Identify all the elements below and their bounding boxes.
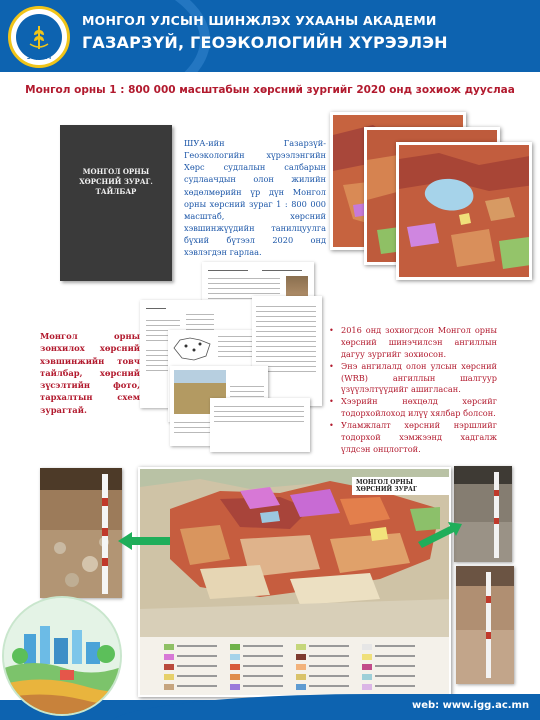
website-url[interactable]: web: www.igg.ac.mn xyxy=(412,700,530,711)
logo-wordmark: ЭРДЭМ xyxy=(26,54,52,61)
legend-item xyxy=(362,663,416,671)
legend-item xyxy=(362,653,416,661)
map-legend xyxy=(140,637,449,695)
book-cover xyxy=(60,125,172,281)
legend-item xyxy=(362,673,416,681)
legend-item xyxy=(296,673,350,681)
feature-bullet-list xyxy=(327,325,497,456)
book-title: МОНГОЛ ОРНЫ ХӨРСНИЙ ЗУРАГ. ТАЙЛБАР xyxy=(79,167,153,196)
soil-profile-photo-right-bottom xyxy=(456,566,514,684)
map-sheet-front xyxy=(396,142,532,280)
legend-item xyxy=(362,643,416,651)
left-description: Монгол орны зонхилох хөрсний хэвшинжийн товч тайлбар, хөрсний зүсэлтийн фото, тархалтын схем зурагтай. xyxy=(40,331,140,415)
legend-item xyxy=(296,683,350,691)
legend-item xyxy=(164,683,218,691)
doc-page-6 xyxy=(210,398,310,452)
academy-logo xyxy=(8,6,70,68)
soil-profile-photo-right-top xyxy=(454,466,512,562)
legend-item xyxy=(230,663,284,671)
soil-map-main xyxy=(138,467,451,697)
legend-item xyxy=(230,683,284,691)
page-title: Монгол орны 1 : 800 000 масштабын хөрсний зургийг 2020 онд зохиож дууслаа xyxy=(25,84,515,96)
map-title: МОНГОЛ ОРНЫ ХӨРСНИЙ ЗУРАГ xyxy=(352,477,449,495)
bullet-item: • Хээрийн нөхцөлд хөрсийг тодорхойлоход илүү хялбар болсон. xyxy=(327,396,497,420)
legend-item xyxy=(164,643,218,651)
intro-paragraph: ШУА-ийн Газарзүй-Геоэкологийн хүрээлэнгийн Хөрс судлалын салбарын судлаачдын олон жилийн хөдөлмөрийн үр дүн Монгол орны хөрсний зураг 1 : 800 000 масштаб, хөрсний хэвшинжүүдийн танилцуулга бүхий бүтээл 2020 онд хэвлэгдэн гарлаа. xyxy=(184,138,326,258)
legend-item xyxy=(230,643,284,651)
distribution-scheme-thumbnail xyxy=(172,334,212,364)
legend-item xyxy=(164,653,218,661)
soil-profile-photo-left xyxy=(40,468,122,598)
legend-item xyxy=(296,643,350,651)
legend-item xyxy=(164,663,218,671)
bullet-item: • Уламжлалт хөрсний нэршлийг тодорхой хэмжээнд хадгалж үлдсэн онцлогтой. xyxy=(327,420,497,456)
institute-name: ГАЗАРЗҮЙ, ГЕОЭКОЛОГИЙН ХҮРЭЭЛЭН xyxy=(82,33,448,52)
legend-item xyxy=(164,673,218,681)
bullet-item: • Энэ ангилалд олон улсын хөрсний (WRB) ангиллын шалгуур үзүүлэлтүүдийг ашигласан. xyxy=(327,361,497,397)
arrow-left-icon xyxy=(118,530,170,552)
arrow-right-icon xyxy=(418,520,462,548)
legend-item xyxy=(296,653,350,661)
environment-circle-graphic xyxy=(2,596,122,716)
bullet-item: • 2016 онд зохиогдсон Монгол орны хөрсний шинэчилсэн ангиллын дагуу зургийг зохиосон. xyxy=(327,325,497,361)
legend-item xyxy=(362,683,416,691)
legend-item xyxy=(230,673,284,681)
legend-item xyxy=(230,653,284,661)
academy-name: МОНГОЛ УЛСЫН ШИНЖЛЭХ УХААНЫ АКАДЕМИ xyxy=(82,13,437,28)
legend-item xyxy=(296,663,350,671)
header-banner xyxy=(0,0,540,72)
